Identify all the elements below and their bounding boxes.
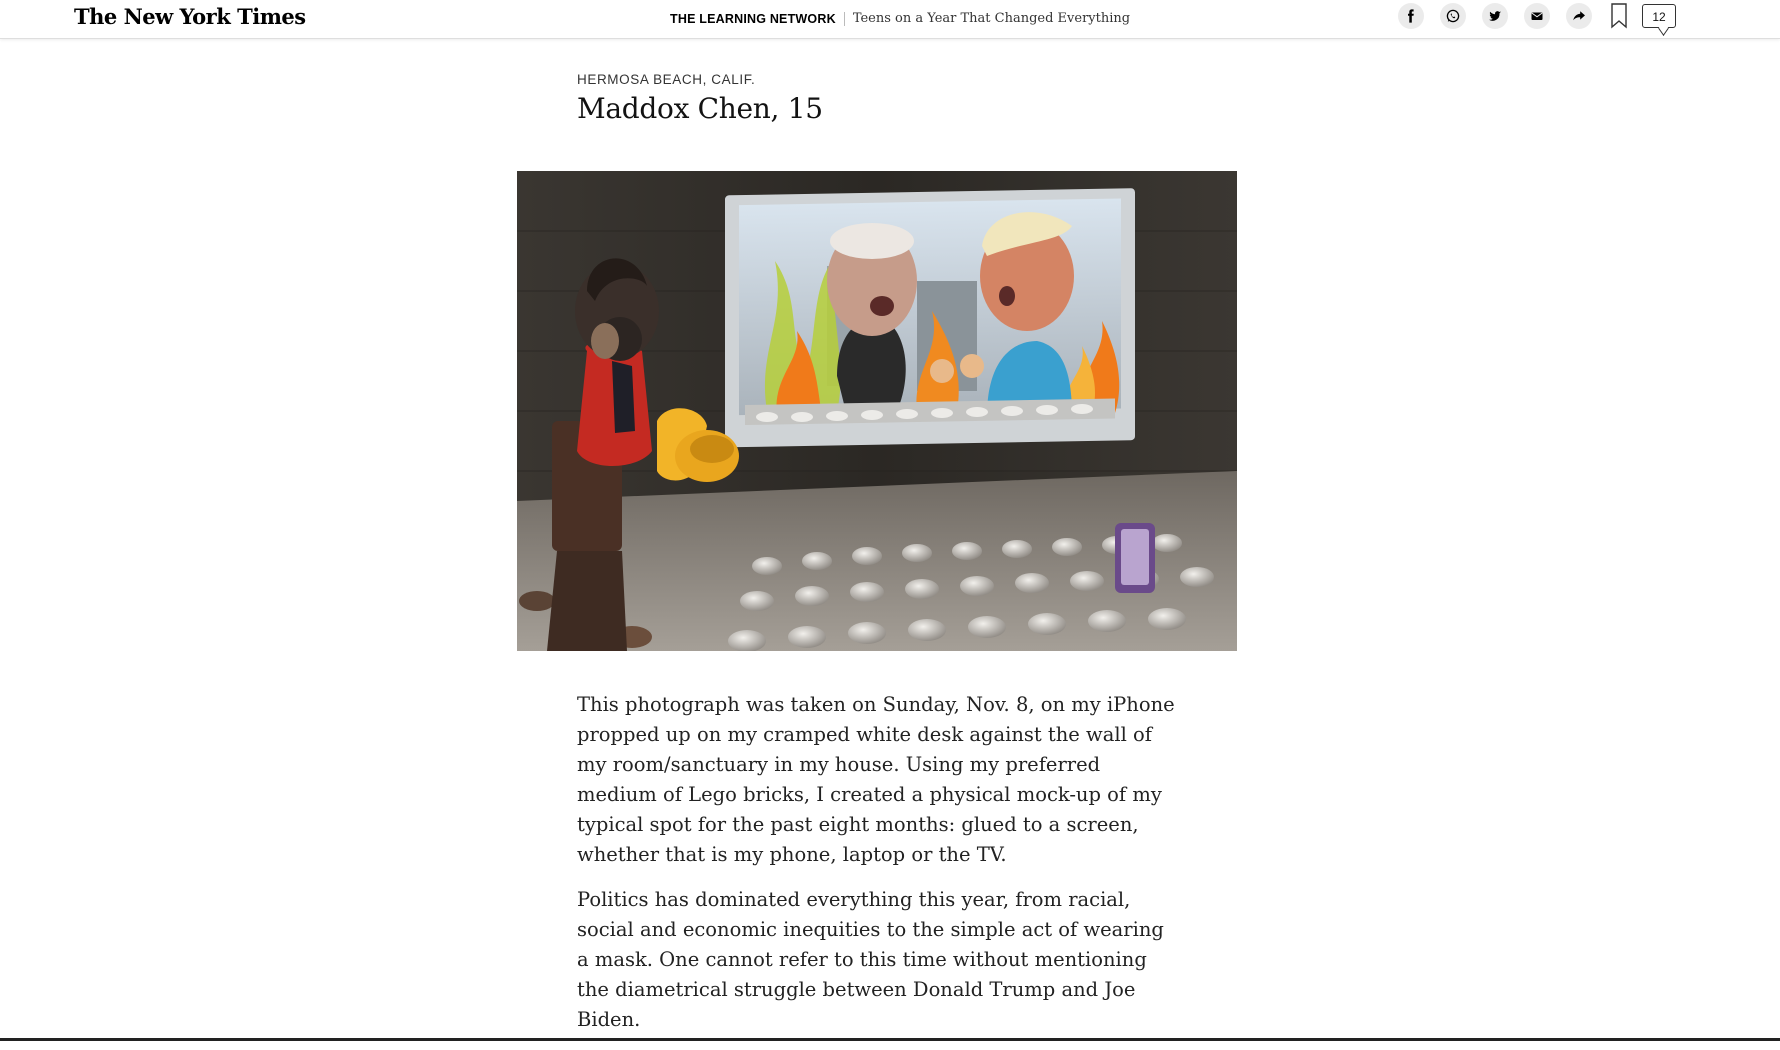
section-name[interactable]: THE LEARNING NETWORK xyxy=(670,11,836,26)
twitter-button[interactable] xyxy=(1482,3,1508,29)
paragraph-2: Politics has dominated everything this year, from racial, social and economic inequities to the simple act of wearing a mask. One cannot refer to this time without mentioning the diametrical struggle between Donald Trump and Joe Biden. xyxy=(577,888,1164,1031)
share-icon xyxy=(1572,9,1586,23)
comments-button[interactable] xyxy=(1642,4,1676,28)
article-photo xyxy=(517,171,1237,651)
lego-scene-illustration xyxy=(517,171,1237,651)
tv-screen xyxy=(725,188,1135,447)
facebook-icon xyxy=(1404,9,1418,23)
nyt-logo[interactable]: The New York Times xyxy=(74,4,306,29)
email-button[interactable] xyxy=(1524,3,1550,29)
top-bar xyxy=(0,0,1780,39)
facebook-button[interactable] xyxy=(1398,3,1424,29)
save-button[interactable] xyxy=(1610,3,1628,29)
article-body xyxy=(577,690,1177,1050)
section-label xyxy=(670,11,1130,26)
more-share-button[interactable] xyxy=(1566,3,1592,29)
paragraph-1: This photograph was taken on Sunday, Nov. 8, on my iPhone propped up on my cramped white desk against the wall of my room/sanctuary in my house. Using my preferred medium of Lego bricks, I created a physical mock-up of my typical spot for the past eight months: glued to a screen, whether that is my phone, laptop or the TV. xyxy=(577,693,1175,866)
dateline: HERMOSA BEACH, CALIF. xyxy=(577,72,756,87)
email-icon xyxy=(1530,9,1544,23)
headline: Maddox Chen, 15 xyxy=(577,92,823,125)
section-divider xyxy=(844,12,845,26)
bookmark-icon xyxy=(1610,3,1628,29)
whatsapp-button[interactable] xyxy=(1440,3,1466,29)
lego-phone-prop xyxy=(1115,523,1155,593)
comment-count: 12 xyxy=(1652,10,1666,24)
twitter-icon xyxy=(1488,9,1502,23)
section-title[interactable]: Teens on a Year That Changed Everything xyxy=(852,11,1131,26)
share-tools xyxy=(1398,3,1676,29)
whatsapp-icon xyxy=(1446,9,1460,23)
